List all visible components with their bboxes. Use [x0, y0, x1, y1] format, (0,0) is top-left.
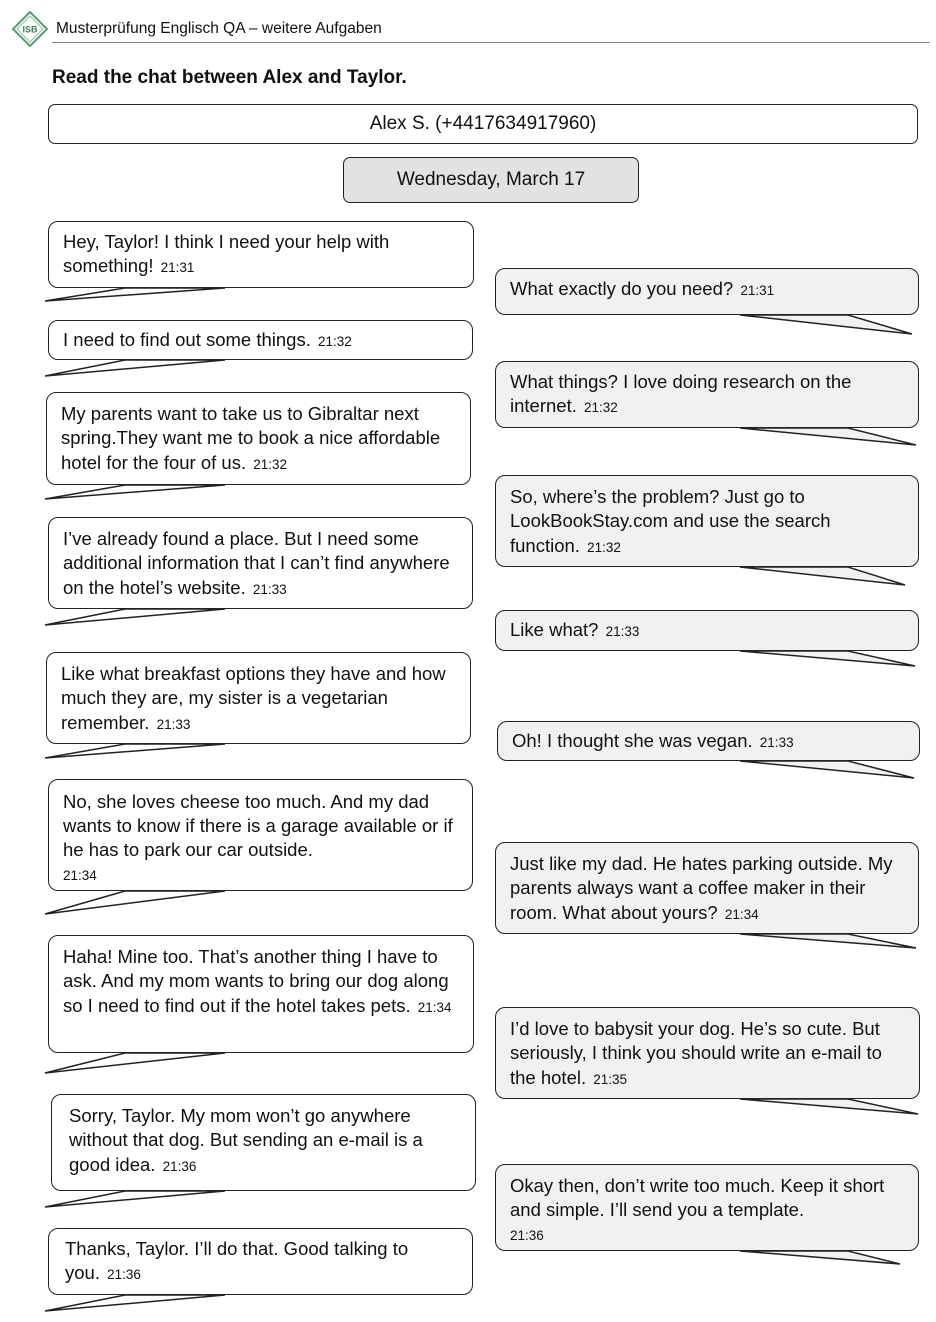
message-time: 21:36	[162, 1158, 197, 1174]
message-bubble	[48, 779, 473, 891]
tail-right-1	[740, 315, 912, 334]
message-text: Haha! Mine too. That’s another thing I have to ask. And my mom wants to bring our dog along so I need to find out if the hotel takes pets.	[63, 946, 449, 1016]
message-text: Thanks, Taylor. I’ll do that. Good talking to you.	[65, 1238, 409, 1284]
tail-right-15	[740, 1251, 900, 1264]
message-bubble	[495, 1007, 920, 1099]
message-time: 21:31	[740, 283, 775, 298]
message-time: 21:35	[593, 1071, 628, 1087]
message-time: 21:32	[318, 334, 352, 349]
message-bubble	[495, 361, 919, 428]
message-time: 21:34	[63, 868, 97, 883]
message-time: 21:32	[253, 456, 288, 472]
message-bubble	[495, 1164, 919, 1251]
message-text: Like what breakfast options they have and how much they are, my sister is a vegetarian remember.	[61, 663, 446, 733]
message-text: Okay then, don’t write too much. Keep it short and simple. I’ll send you a template.	[510, 1175, 885, 1220]
message-time: 21:33	[252, 581, 287, 597]
message-bubble	[46, 392, 471, 485]
message-time: 21:32	[587, 539, 621, 555]
message-bubble	[495, 842, 919, 934]
document-title: Musterprüfung Englisch QA – weitere Aufgaben	[56, 20, 382, 37]
tail-right-13	[740, 1099, 918, 1114]
tail-right-11	[740, 934, 916, 948]
chat-date-label: Wednesday, March 17	[343, 157, 639, 203]
message-text: I’ve already found a place. But I need some additional information that I can’t find anywhere on the hotel’s website.	[63, 528, 450, 598]
message-text: Sorry, Taylor. My mom won’t go anywhere without that dog. But sending an e-mail is a good idea.	[69, 1105, 423, 1175]
message-bubble	[48, 320, 473, 360]
message-bubble	[46, 652, 471, 744]
tail-left-8	[45, 744, 225, 758]
message-bubble	[495, 268, 919, 315]
tail-left-0	[45, 288, 225, 301]
message-bubble	[48, 221, 474, 288]
task-instruction: Read the chat between Alex and Taylor.	[52, 67, 407, 88]
tail-right-9	[740, 761, 914, 778]
message-time: 21:36	[107, 1267, 141, 1283]
message-time: 21:31	[160, 260, 195, 276]
message-bubble	[495, 610, 919, 651]
message-time: 21:34	[417, 999, 452, 1015]
tail-right-7	[740, 651, 915, 666]
message-text: What things? I love doing research on the internet.	[510, 371, 852, 417]
message-text: Like what?	[510, 619, 599, 640]
message-text: No, she loves cheese too much. And my dad wants to know if there is a garage available or if he has to park our car outside.	[63, 791, 453, 860]
tail-left-6	[45, 609, 225, 625]
message-bubble	[495, 475, 919, 567]
message-bubble	[497, 721, 920, 761]
tail-left-4	[45, 485, 225, 499]
message-time: 21:32	[584, 400, 618, 416]
message-text: So, where’s the problem? Just go to LookBookStay.com and use the search function.	[510, 486, 831, 556]
message-bubble	[48, 517, 473, 609]
message-text: Hey, Taylor! I think I need your help with something!	[63, 231, 390, 277]
message-time: 21:33	[759, 735, 794, 750]
message-text: Oh! I thought she was vegan.	[512, 730, 753, 751]
message-text: I need to find out some things.	[63, 329, 311, 350]
tail-right-3	[740, 428, 916, 445]
message-text: My parents want to take us to Gibraltar next spring.They want me to book a nice affordable hotel for the four of us.	[61, 403, 441, 473]
tail-left-10	[45, 891, 225, 914]
message-text: Just like my dad. He hates parking outside. My parents always want a coffee maker in their room. What about yours?	[510, 853, 893, 923]
message-bubble	[48, 935, 474, 1053]
logo-text: ISB	[22, 24, 38, 35]
tail-left-16	[45, 1295, 225, 1311]
chat-contact-header: Alex S. (+4417634917960)	[48, 104, 918, 144]
tail-right-5	[740, 567, 905, 585]
message-bubble	[51, 1094, 476, 1191]
message-text: What exactly do you need?	[510, 278, 734, 299]
message-text: I’d love to babysit your dog. He’s so cute. But seriously, I think you should write an e-mail to the hotel.	[510, 1018, 882, 1088]
tail-left-12	[45, 1053, 225, 1073]
message-bubble	[48, 1228, 473, 1295]
message-time: 21:34	[724, 906, 759, 922]
message-time: 21:33	[156, 716, 191, 732]
tail-left-14	[45, 1191, 225, 1207]
tail-left-2	[45, 360, 225, 376]
message-time: 21:33	[605, 624, 640, 639]
message-time: 21:36	[510, 1228, 544, 1243]
